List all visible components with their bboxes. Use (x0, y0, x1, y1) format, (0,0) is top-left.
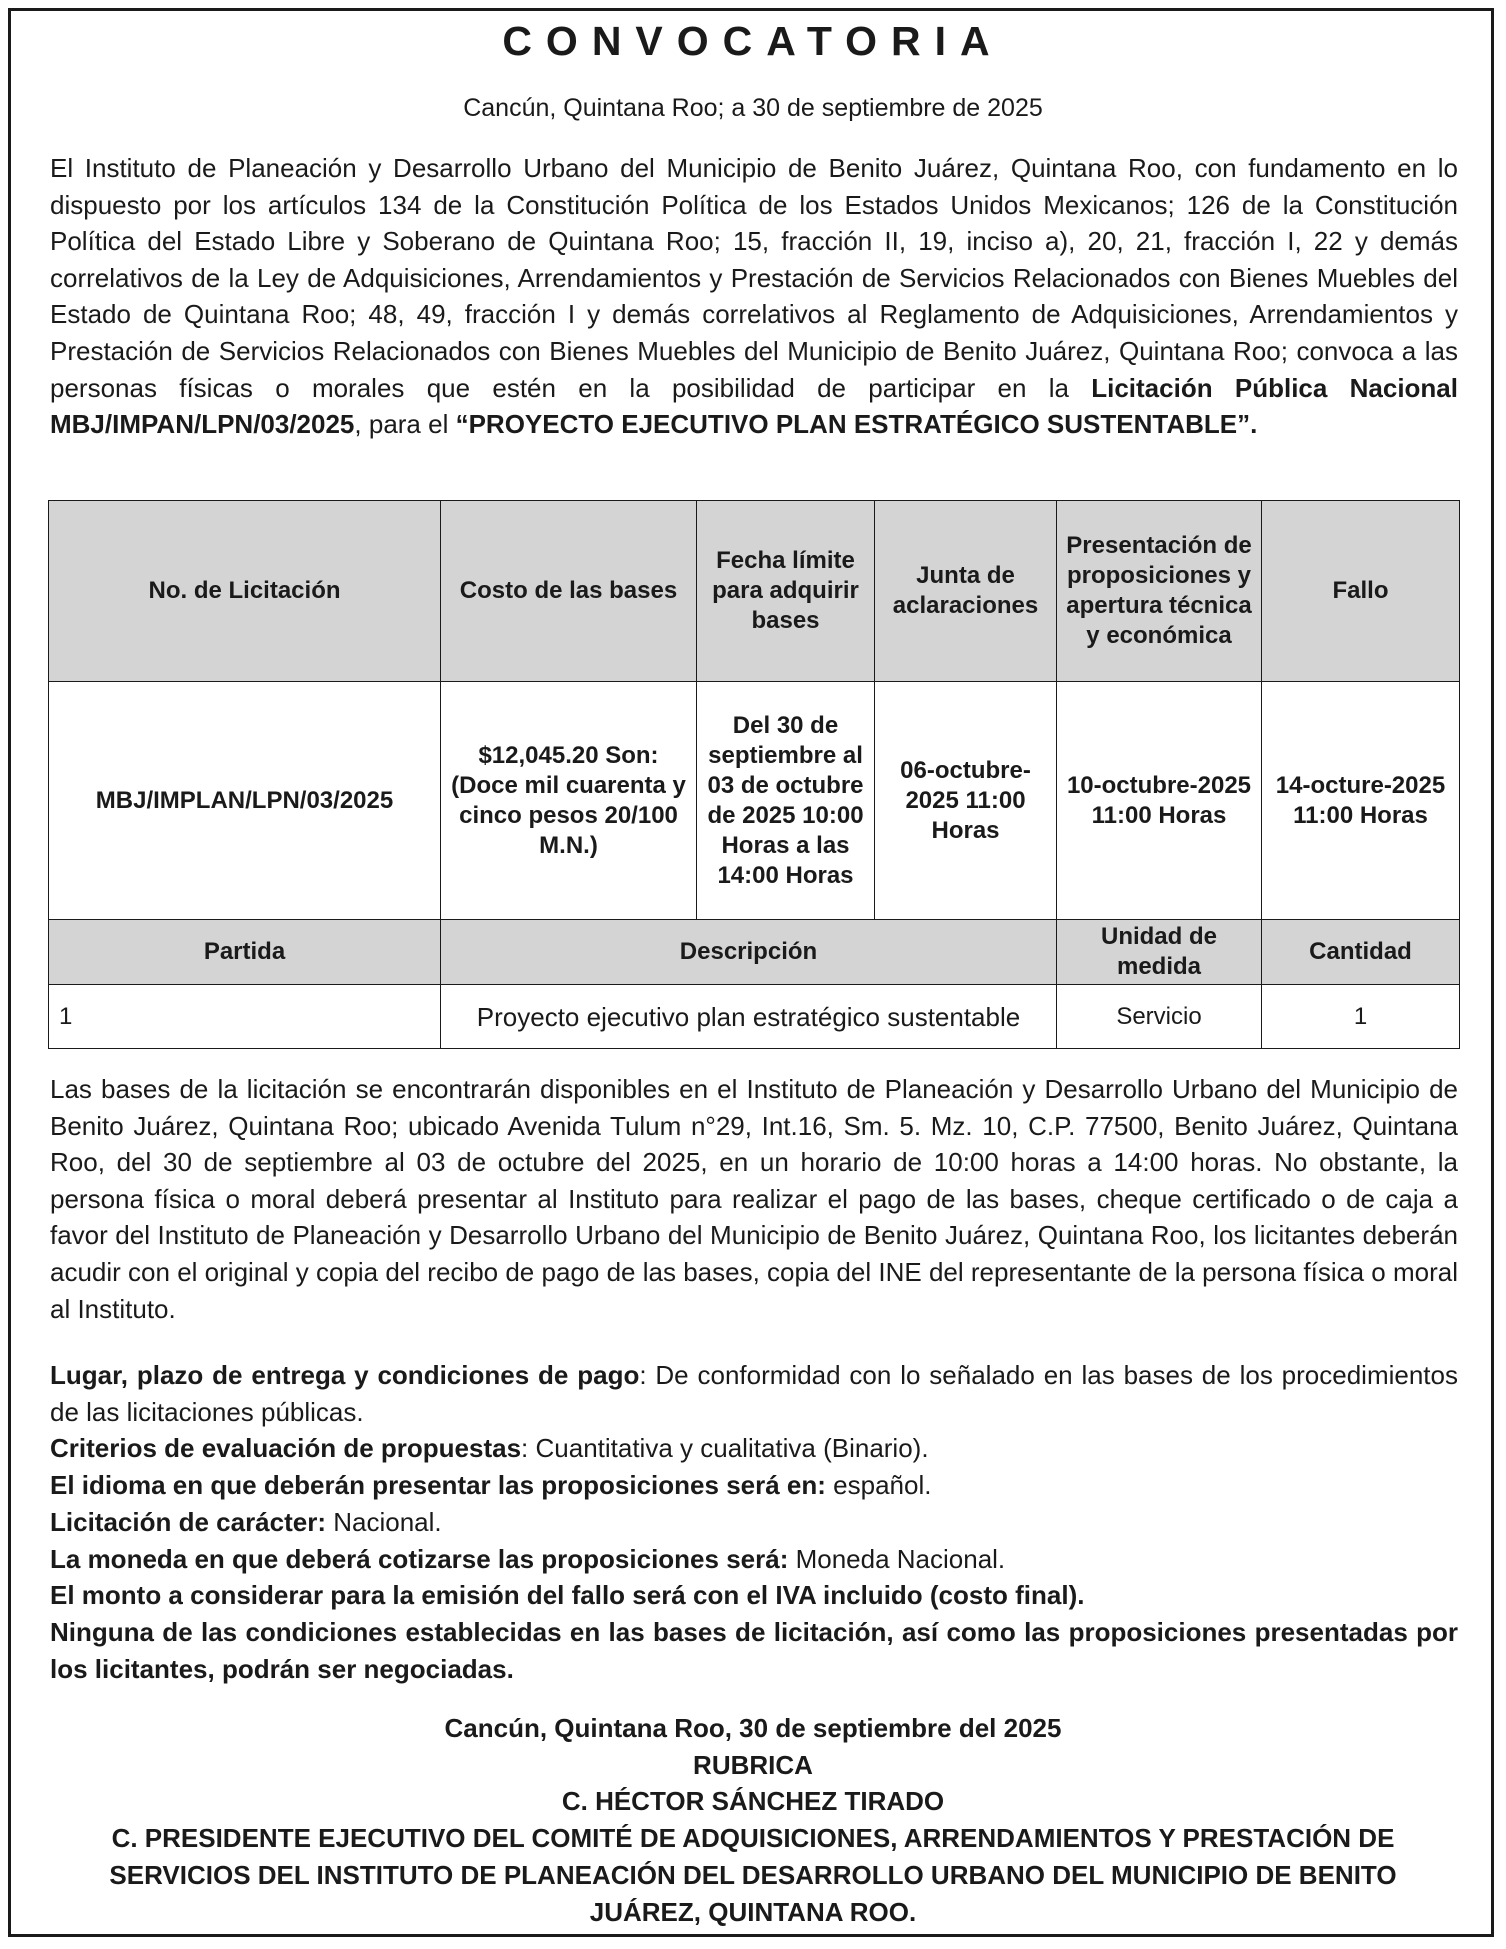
header-presentacion: Presentación de proposiciones y apertura técnica y económica (1057, 501, 1262, 682)
header-descripcion: Descripción (441, 920, 1057, 985)
condition-criterios-value: : Cuantitativa y cualitativa (Binario). (521, 1433, 929, 1464)
condition-lugar (50, 1357, 1458, 1430)
condition-ninguna (50, 1614, 1458, 1687)
header-fallo: Fallo (1262, 501, 1460, 682)
intro-paragraph (50, 150, 1458, 443)
cell-cantidad: 1 (1262, 985, 1460, 1049)
header-cantidad: Cantidad (1262, 920, 1460, 985)
condition-idioma-label: El idioma en que deberán presentar las proposiciones será en: (50, 1470, 826, 1501)
project-name: “PROYECTO EJECUTIVO PLAN ESTRATÉGICO SUSTENTABLE”. (455, 409, 1258, 440)
cell-presentacion: 10-octubre-2025 11:00 Horas (1057, 682, 1262, 920)
cell-fecha: Del 30 de septiembre al 03 de octubre de 2025 10:00 Horas a las 14:00 Horas (697, 682, 875, 920)
condition-moneda-value: Moneda Nacional. (788, 1543, 1006, 1574)
table-header-row (49, 501, 1460, 682)
condition-idioma (50, 1467, 1458, 1504)
date-line: Cancún, Quintana Roo; a 30 de septiembre de 2025 (463, 94, 1043, 122)
bases-paragraph: Las bases de la licitación se encontrarán disponibles en el Instituto de Planeación y Desarrollo Urbano del Municipio de Benito Juárez, Quintana Roo; ubicado Avenida Tulum n°29, Int.16, Sm. 5. Mz. 10, C.P. 77500, Benito Juárez, Quintana Roo, del 30 de septiembre al 03 de octubre del 2025, en un horario de 10:00 horas a 14:00 horas. No obstante, la persona física o moral deberá presentar al Instituto para realizar el pago de las bases, cheque certificado o de caja a favor del Instituto de Planeación y Desarrollo Urbano del Municipio de Benito Juárez, Quintana Roo, los licitantes deberán acudir con el original y copia del recibo de pago de las bases, copia del INE del representante de la persona física o moral al Instituto. (50, 1074, 1458, 1324)
licitacion-number: Licitación Pública Nacional MBJ/IMPAN/LPN/03/2025 (50, 372, 1458, 440)
condition-criterios (50, 1430, 1458, 1467)
signature-position: C. PRESIDENTE EJECUTIVO DEL COMITÉ DE ADQUISICIONES, ARRENDAMIENTOS Y PRESTACIÓN DE SERVICIOS DEL INSTITUTO DE PLANEACIÓN DEL DESARROLLO URBANO DEL MUNICIPIO DE BENITO JUÁREZ, QUINTANA ROO. (109, 1823, 1397, 1927)
signature-place-date: Cancún, Quintana Roo, 30 de septiembre del 2025 (444, 1713, 1062, 1743)
cell-descripcion: Proyecto ejecutivo plan estratégico sustentable (441, 985, 1057, 1049)
condition-monto-text: El monto a considerar para la emisión del fallo será con el IVA incluido (costo final). (50, 1580, 1085, 1611)
cell-costo: $12,045.20 Son: (Doce mil cuarenta y cinco pesos 20/100 M.N.) (441, 682, 697, 920)
document-title: CONVOCATORIA (502, 18, 1004, 64)
condition-caracter-value: Nacional. (326, 1506, 442, 1537)
licitacion-table (48, 500, 1460, 1049)
signature-name: C. HÉCTOR SÁNCHEZ TIRADO (561, 1786, 945, 1817)
conditions-block (50, 1357, 1458, 1687)
intro-text-mid: , para el (354, 409, 456, 440)
cell-fallo: 14-octure-2025 11:00 Horas (1262, 682, 1460, 920)
condition-caracter-label: Licitación de carácter: (50, 1506, 326, 1537)
table-row (49, 682, 1460, 920)
table-row (49, 985, 1460, 1049)
signature-block (0, 1710, 1506, 1930)
condition-idioma-value: español. (825, 1470, 932, 1501)
condition-criterios-label: Criterios de evaluación de propuestas (50, 1433, 522, 1464)
signature-rubrica: RUBRICA (693, 1749, 813, 1780)
header-partida: Partida (49, 920, 441, 985)
condition-ninguna-text: Ninguna de las condiciones establecidas en las bases de licitación, así como las proposiciones presentadas por los licitantes, podrán ser negociadas. (50, 1616, 1458, 1684)
table-header-row-2 (49, 920, 1460, 985)
condition-monto (50, 1577, 1458, 1614)
header-unidad: Unidad de medida (1057, 920, 1262, 985)
header-fecha: Fecha límite para adquirir bases (697, 501, 875, 682)
intro-text: El Instituto de Planeación y Desarrollo Urbano del Municipio de Benito Juárez, Quintana Roo, con fundamento en lo dispuesto por los artículos 134 de la Constitución Política de los Estados Unidos Mexicanos; 126 de la Constitución Política del Estado Libre y Soberano de Quintana Roo; 15, fracción II, 19, inciso a), 20, 21, fracción I, 22 y demás correlativos de la Ley de Adquisiciones, Arrendamientos y Prestación de Servicios Relacionados con Bienes Muebles del Estado de Quintana Roo; 48, 49, fracción I y demás correlativos al Reglamento de Adquisiciones, Arrendamientos y Prestación de Servicios Relacionados con Bienes Muebles del Municipio de Benito Juárez, Quintana Roo; convoca a las personas físicas o morales que estén en la posibilidad de participar en la (50, 153, 1458, 403)
header-junta: Junta de aclaraciones (875, 501, 1057, 682)
cell-unidad: Servicio (1057, 985, 1262, 1049)
condition-lugar-value: : De conformidad con lo señalado en las bases de los procedimientos de las licitaciones públicas. (50, 1360, 1458, 1427)
cell-partida: 1 (49, 985, 441, 1049)
condition-moneda (50, 1541, 1458, 1578)
cell-no-licitacion: MBJ/IMPLAN/LPN/03/2025 (49, 682, 441, 920)
condition-moneda-label: La moneda en que deberá cotizarse las proposiciones será: (50, 1543, 789, 1574)
condition-caracter (50, 1504, 1458, 1541)
condition-lugar-label: Lugar, plazo de entrega y condiciones de pago (50, 1360, 640, 1390)
header-no-licitacion: No. de Licitación (49, 501, 441, 682)
cell-junta: 06-octubre-2025 11:00 Horas (875, 682, 1057, 920)
header-costo: Costo de las bases (441, 501, 697, 682)
